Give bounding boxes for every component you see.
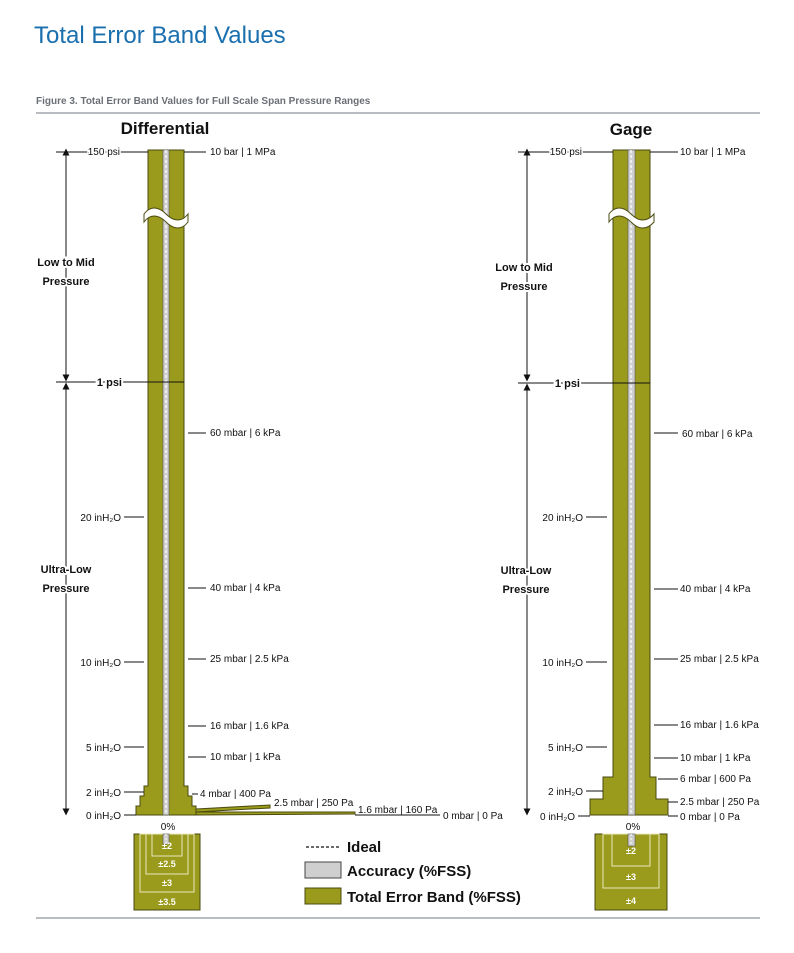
gage-0inh2o-label: 0 inH₂O <box>539 812 575 823</box>
gage-150psi-label: 150 psi <box>549 147 582 158</box>
gage-panel <box>495 120 759 910</box>
gage-10inh2o-label: 10 inH₂O <box>542 658 583 669</box>
gage-error-box <box>595 834 667 910</box>
gage-low-mid-label-1: Low to Mid <box>495 262 553 274</box>
differential-ultra-low-label-2: Pressure <box>42 583 90 595</box>
legend-ideal-label: Ideal <box>347 839 382 856</box>
differential-0mbar-label: 0 mbar | 0 Pa <box>443 811 503 822</box>
differential-60mbar-label: 60 mbar | 6 kPa <box>210 428 281 439</box>
gage-1psi-label: 1 psi <box>554 378 580 390</box>
differential-16mbar-label: 16 mbar | 1.6 kPa <box>210 721 289 732</box>
gage-heading: Gage <box>609 120 653 139</box>
gage-box-label-2: ±2 <box>626 846 636 856</box>
gage-low-mid-label-2: Pressure <box>500 281 548 293</box>
differential-ultra-low-label-1: Ultra-Low <box>40 564 92 576</box>
gage-6mbar-label: 6 mbar | 600 Pa <box>680 774 751 785</box>
differential-band-tail-1 <box>196 805 270 812</box>
differential-25mbar-label: 25 mbar | 2.5 kPa <box>210 654 289 665</box>
differential-heading: Differential <box>120 119 210 138</box>
legend-teb-label: Total Error Band (%FSS) <box>347 889 521 906</box>
gage-2-5mbar-label: 2.5 mbar | 250 Pa <box>680 797 760 808</box>
gage-20inh2o-label: 20 inH₂O <box>542 513 583 524</box>
page-title: Total Error Band Values <box>34 22 286 49</box>
gage-16mbar-label: 16 mbar | 1.6 kPa <box>680 720 759 731</box>
differential-2inh2o-label: 2 inH₂O <box>85 788 121 799</box>
gage-ultra-low-label-2: Pressure <box>502 584 550 596</box>
differential-10mbar-label: 10 mbar | 1 kPa <box>210 752 281 763</box>
figure-caption: Figure 3. Total Error Band Values for Full Scale Span Pressure Ranges <box>36 96 371 107</box>
differential-1-6mbar-label: 1.6 mbar | 160 Pa <box>358 805 438 816</box>
differential-150psi-label: 150 psi <box>87 147 120 158</box>
gage-2inh2o-label: 2 inH₂O <box>547 787 583 798</box>
differential-band <box>136 150 355 815</box>
gage-box-label-3: ±3 <box>626 872 636 882</box>
differential-box-label-3: ±3 <box>162 878 172 888</box>
differential-panel <box>37 119 503 910</box>
legend <box>305 839 521 906</box>
differential-box-label-3-5: ±3.5 <box>158 897 176 907</box>
gage-10bar-label: 10 bar | 1 MPa <box>680 147 746 158</box>
differential-10bar-label: 10 bar | 1 MPa <box>210 147 276 158</box>
gage-band <box>590 150 668 815</box>
differential-5inh2o-label: 5 inH₂O <box>85 743 121 754</box>
gage-0mbar-label: 0 mbar | 0 Pa <box>680 812 740 823</box>
differential-0inh2o-label: 0 inH₂O <box>85 811 121 822</box>
legend-teb-swatch <box>305 888 341 904</box>
gage-zero-label: 0% <box>625 822 641 833</box>
gage-40mbar-label: 40 mbar | 4 kPa <box>680 584 751 595</box>
gage-10mbar-label: 10 mbar | 1 kPa <box>680 753 751 764</box>
differential-4mbar-label: 4 mbar | 400 Pa <box>200 789 271 800</box>
differential-box-label-2-5: ±2.5 <box>158 859 176 869</box>
gage-box-label-4: ±4 <box>626 896 636 906</box>
gage-25mbar-label: 25 mbar | 2.5 kPa <box>680 654 759 665</box>
differential-2-5mbar-label: 2.5 mbar | 250 Pa <box>274 798 354 809</box>
differential-low-mid-label-1: Low to Mid <box>37 257 95 269</box>
differential-zero-label: 0% <box>160 822 176 833</box>
differential-1psi-label: 1 psi <box>96 377 122 389</box>
differential-40mbar-label: 40 mbar | 4 kPa <box>210 583 281 594</box>
differential-band-tail-2 <box>196 812 355 815</box>
gage-5inh2o-label: 5 inH₂O <box>547 743 583 754</box>
gage-ultra-low-label-1: Ultra-Low <box>500 565 552 577</box>
differential-box-label-2: ±2 <box>162 841 172 851</box>
differential-20inh2o-label: 20 inH₂O <box>80 513 121 524</box>
differential-10inh2o-label: 10 inH₂O <box>80 658 121 669</box>
differential-low-mid-label-2: Pressure <box>42 276 90 288</box>
gage-60mbar-label: 60 mbar | 6 kPa <box>682 429 753 440</box>
legend-accuracy-swatch <box>305 862 341 878</box>
legend-accuracy-label: Accuracy (%FSS) <box>347 863 472 880</box>
differential-error-box <box>134 834 200 910</box>
